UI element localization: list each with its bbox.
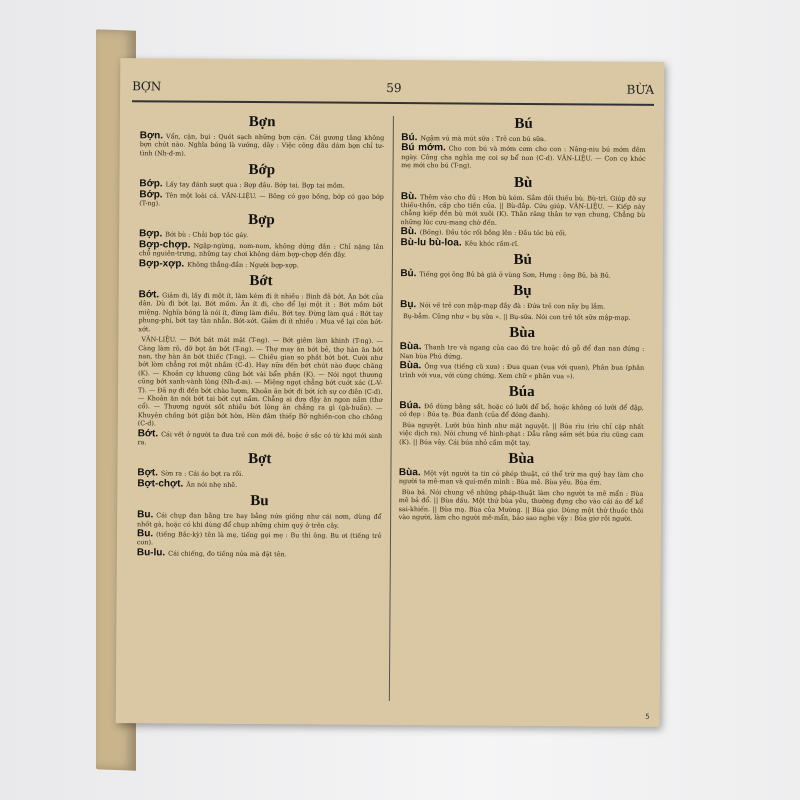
entry-headword: Bợt-chợt. [137,478,184,490]
section-heading: Bợt [248,451,272,468]
entry-headword: Bu. [137,509,154,521]
entry-headword: Bủ. [400,268,417,280]
dictionary-section [138,272,384,448]
dictionary-entry [399,469,644,488]
running-head [132,76,654,100]
left-column [128,110,393,705]
entry-definition: Ngậm vú mà mút sữa : Trẻ con bú sữa. [420,134,547,144]
entry-definition: Cái chiếng, đo tiếng nửa mà đặt tên. [168,549,287,559]
entry-definition: Tên một loài cá. VĂN-LIỆU. — Bông có gạo bồng, bớp có gạo bớp (T-ng). [139,191,384,208]
dictionary-section [399,450,644,523]
entry-headword: Bùa. [399,360,422,372]
columns [128,110,654,707]
entry-headword: Bú mớm. [401,142,446,154]
dictionary-section [139,161,384,209]
dictionary-entry [137,511,382,530]
entry-headword: Bợp. [139,228,163,240]
section-heading: Bụ [513,283,532,300]
entry-headword: Bớt. [138,289,160,301]
dictionary-entry [400,236,646,249]
dictionary-entry [139,241,384,260]
entry-definition: Ông vua (tiếng cũ xưa) : Đua quan (vua với quan), Phân bua (phân trình với vua, với cùng chứng. Xem chữ « phân vua »). [399,362,645,380]
entry-definition: Lấy tay đánh sượt qua : Bợp đầu. Bớp tai. Bợp tai mồm. [165,180,345,190]
dictionary-section [401,115,646,171]
dictionary-section [400,324,645,380]
entry-headword: Bu-lu. [136,547,166,559]
entry-headword: Bợt. [137,467,158,479]
dictionary-entry [138,291,383,335]
section-heading: Bợp [248,212,275,229]
dictionary-entry [137,530,382,549]
book-page [116,58,665,727]
dictionary-entry [401,144,646,171]
section-heading: Bớp [248,162,276,179]
dictionary-section [399,383,644,448]
dictionary-entry [400,270,645,280]
entry-definition: VĂN-LIỆU. — Bớt bát mát mặt (T-ng). — Bớt giêm làm khinh (T-ng). — Càng làm rõ, đỡ bọt ăn bớt (T-ng). — Thợ may ăn bớt bẻ, thợ hàn ăn bớt nan, thợ hàn ăn bớt thiếc (T-ng). — Chiều gian so phắt bớt bớt. Cười như bớt lòm chẳng rơi một nhắm (C-d). Hay nữa đến bớt chút nào được chăng (K). — Khoản cự khương cũng bớt vài bẩn phần (K). — Nói ngọt thương cũng bớt xanh-vành lòng (Nh-đ-m). — Miệng ngọt chẳng bớt cuớt xác (L-V-T). — Đã nợ đi đến bớt chào lượm, Khoản ăn bớt đi bớt ích sự cơ điên (C-d). — Khoản ăn nói bớt tai bớt cụt nắm. Chẳng ai đưa đậy ăn ngon nắm (thơ cổ). — Thương người sốt nhiều bớt lòng ăn chẳng ra gì (gà-huấn). — Khuyên chồng bớt giận bớt hờn, Hèn đâm thiếp Bỡ nghiền-con cho chồng (C-d). [137,335,383,428]
corner-number: 5 [645,712,650,721]
section-heading: Bủ [513,251,532,269]
entry-definition: Búa nguyệt. Lưỡi búa hình như mặt nguyệt. || Búa rìu (rìu chỉ cặp nhất việc dịch ra). Nói chung về hình-phạt : Dẫu rằng sấm sét búa rìu cũng cam (K). || Búa vây. Cái búa nhỏ cầm một tay. [399,420,644,447]
entry-definition: Ngập-ngừng, nom-nom, không dứng đắn : Chỉ nặng lên chỗ nguiên-trưng, những tay chơi không dám bợp-chợp đến đây. [138,241,384,259]
entry-headword: Bu. [136,528,154,540]
entry-definition: Sờn ra : Cái áo bợt ra rồi. [160,469,244,479]
dictionary-entry [139,180,384,190]
entry-headword: Bùa. [399,341,422,353]
section-heading: Búa [508,383,535,400]
dictionary-entry [138,257,384,270]
section-heading: Bù [513,174,533,191]
running-head-right: BỪA [626,82,655,97]
entry-definition: Không thẳng-đắn : Người bợp-xợp. [187,260,299,270]
dictionary-entry [400,312,645,322]
entry-headword: Bớp. [139,178,163,190]
head-rule [132,100,654,106]
entry-headword: Bú. [401,132,418,144]
entry-definition: Vẩn, cặn, bụi : Quét sạch những bợn cặn. Cái gương tâng không bợn chút nào. Nghĩa bóng là vướng, dây : Việc công đâu dám bợn chỉ tư-tình (Nh-đ-m). [139,132,385,158]
dictionary-section [140,113,385,159]
page-number: 59 [386,80,402,96]
entry-definition: Thêm vào cho đủ : Hơn bù kém. Sắm đồi thiếu bù. Bù-trì. Giúp đỡ sự thiếu-thốn, cấp cho tiền của. || Bù-đắp. Cứu giúp. VĂN-LIỆU. — Kiếp này chẳng kiếp đền bù mới xuôi (K). Thân răng thân tơ vạn chung, Chẳng bù những lúc cưu-mang chờ đến. [400,192,646,227]
entry-definition: Tiếng gọi ông Bủ bà già ở vùng Sơn, Hưng : ông Bủ, bà Bủ. [419,270,611,280]
dictionary-entry [137,427,383,449]
dictionary-section [400,251,645,280]
dictionary-section [139,212,384,270]
entry-definition: Kêu khóc rầm-rĩ. [464,239,519,248]
entry-definition: Cho con bú và mớm cơm cho con : Nâng-niu bú mớm đêm ngày. Công cha nghĩa mẹ coi sợ bể non (C-d). VĂN-LIỆU. — Con cọ khóc mẹ mới cho bú (T-ng). [401,144,646,170]
entry-headword: Bụ. [400,299,417,311]
entry-headword: Bợp-xợp. [138,257,185,270]
entry-definition: Nói về trẻ con mập-mạp đầy đà : Đứa trẻ con nây bụ lắm. [419,301,606,311]
section-heading: Bùa [509,325,536,342]
entry-headword: Búa. [399,399,422,412]
dictionary-section [137,451,382,491]
entry-definition: (Bống). Đầu tóc rối bồng lên : Đầu tóc bù rối. [419,228,567,238]
dictionary-section [400,283,645,323]
dictionary-entry [399,421,644,448]
entry-definition: Đồ dùng bằng sắt, hoặc có lưỡi để bổ, hoặc không có lưỡi để đập, có đẹp : Búa tạ. Búa đanh (của để đóng đanh). [399,402,644,420]
dictionary-entry [399,488,644,523]
entry-definition: Ăn nói nhẹ nhẽ. [186,480,238,489]
entry-headword: Bớp. [139,188,163,201]
entry-headword: Bù. [400,190,418,202]
entry-headword: Bớt. [137,427,159,439]
section-heading: Bớt [249,273,273,290]
entry-headword: Bợn. [139,130,164,142]
dictionary-section [137,492,382,559]
dictionary-entry [400,190,646,228]
entry-definition: Giảm đi, lấy đi một ít, làm kém đi ít nhiều : Bình đã bớt. Ăn bớt của dân. Dù đi bớt lại. Bớt mồm. Ăn ít đi, cho để lại một ít : Bớt mồm bớt miệng. Nghĩa bóng là nói ít, đừng làm điều. Bớt tay. Đừng làm quá : Bớt tay phung-phí, bớt tay tàn nhẫn. Bớt-xớt. Giảm đi ít nhiều : Mua về lại còn bớt-xớt. [138,291,384,334]
dictionary-entry [137,549,382,559]
entry-definition: Bùa bả. Nói chung về những pháp-thuật làm cho người ta mê mẩn : Bùa mê bả đổ. || Bùa dấu. Một thứ bùa yêu, thường đựng cho vào cái áo để kể sai-khiến. || Bùa mạ. Bùa của Mường. || Bùa giơ. Dùng một thứ thuốc thôi vào người, làm cho người mê-mẩn, bảo sao nghe vậy : Bùa giơ rồi người. [398,487,644,523]
dictionary-entry [399,399,644,421]
section-heading: Bùa [508,450,535,467]
section-heading: Bợn [248,114,276,131]
dictionary-entry [138,335,383,429]
dictionary-entry [139,188,384,210]
section-heading: Bú [514,115,533,132]
dictionary-entry [400,362,645,381]
section-heading: Bu [250,493,269,510]
entry-definition: Thanh tre và ngang của cao đó tre hoặc đỏ gỗ để đan nan đứng : Nan bùa Phú đứng. [399,343,645,361]
entry-definition: Cái vết ở người ta đưa trẻ con mới đẻ, hoặc ở sắc có từ khi mới sinh ra. [137,429,383,447]
dictionary-entry [140,132,385,159]
dictionary-section [401,174,646,249]
entry-definition: Cái chụp đan bằng tre hay bằng nứa giống như cái nơm, dùng để nhốt gà, hoặc có khi dùng để chụp những chim quý ở trên cây. [137,511,382,530]
running-head-left: BỢN [132,79,162,94]
entry-definition: Một vật người ta tin có phép thuật, có thể trừ ma quỷ hay làm cho người ta mê-man và quí-mến mình : Bùa mê. Bùa yêu. Bùa ếm. [398,469,644,487]
right-column [389,112,654,707]
dictionary-entry [400,343,645,362]
entry-definition: Bới bù : Chải bợp tóc gáy. [165,230,249,240]
dictionary-entry [400,299,645,312]
entry-headword: Bù-lu bù-loa. [400,236,462,249]
entry-headword: Bù. [400,226,417,238]
entry-headword: Bùa. [398,467,421,479]
dictionary-entry [137,480,382,490]
entry-definition: (tiếng Bắc-kỳ) tên là mẹ, tiếng gọi mẹ : Bu thì ông. Bu ơi (tiếng trẻ con). [136,530,382,547]
entry-definition: Bụ-bẫm. Cũng như « bụ sữa ». || Bụ-sữa. Nói con trẻ tốt sữa mập-mạp. [403,311,631,322]
entry-headword: Bợp-chợp. [138,239,191,251]
